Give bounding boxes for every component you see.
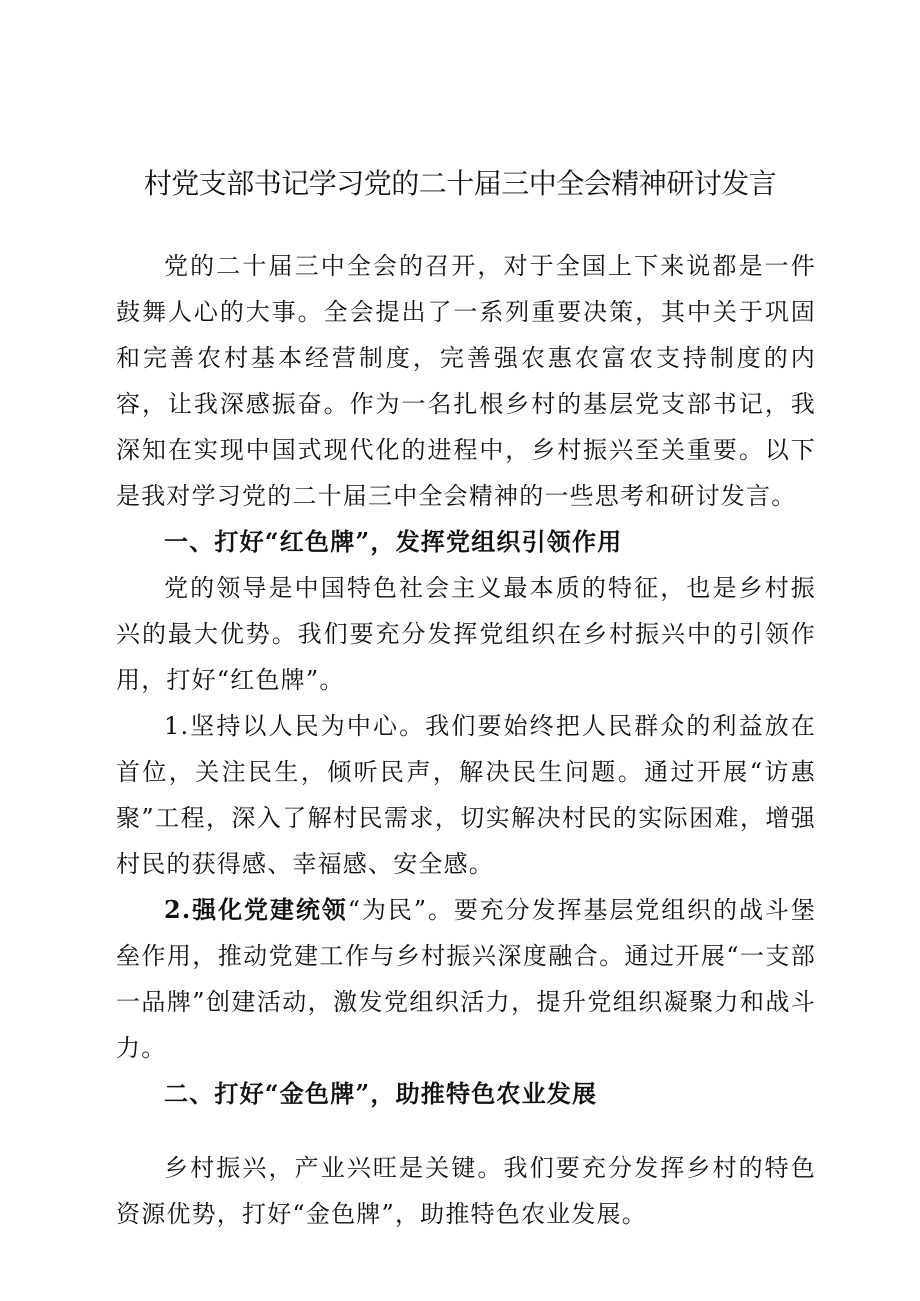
- section-1-item-2-text: “为民”。要充分发挥基层党组织的战斗堡垒作用，推动党建工作与乡村振兴深度融合。通过开展“一支部一品牌”创建活动，激发党组织活力，提升党组织凝聚力和战斗力。: [116, 896, 817, 1062]
- section-1-heading: 一、打好“红色牌”，发挥党组织引领作用: [164, 527, 623, 556]
- document-title: 村党支部书记学习党的二十届三中全会精神研讨发言: [143, 167, 777, 200]
- section-1-item-2-lead: 2.强化党建统领: [164, 895, 348, 924]
- section-2-paragraph: 乡村振兴，产业兴旺是关键。我们要充分发挥乡村的特色资源优势，打好“金色牌”，助推特色农业发展。: [116, 1154, 816, 1228]
- section-1-paragraph: 党的领导是中国特色社会主义最本质的特征，也是乡村振兴的最大优势。我们要充分发挥党组织在乡村振兴中的引领作用，打好“红色牌”。: [116, 574, 816, 694]
- section-1-item-2: [116, 887, 816, 1071]
- intro-paragraph: 党的二十届三中全会的召开，对于全国上下来说都是一件鼓舞人心的大事。全会提出了一系列重要决策，其中关于巩固和完善农村基本经营制度，完善强农惠农富农支持制度的内容，让我深感振奋。作为一名扎根乡村的基层党支部书记，我深知在实现中国式现代化的进程中，乡村振兴至关重要。以下是我对学习党的二十届三中全会精神的一些思考和研讨发言。: [116, 252, 816, 510]
- section-2-heading: 二、打好“金色牌”，助推特色农业发展: [164, 1079, 598, 1108]
- document-body: [116, 243, 816, 1237]
- section-1-item-1: 1.坚持以人民为中心。我们要始终把人民群众的利益放在首位，关注民生，倾听民声，解决民生问题。通过开展“访惠聚”工程，深入了解村民需求，切实解决村民的实际困难，增强村民的获得感、幸福感、安全感。: [116, 712, 816, 878]
